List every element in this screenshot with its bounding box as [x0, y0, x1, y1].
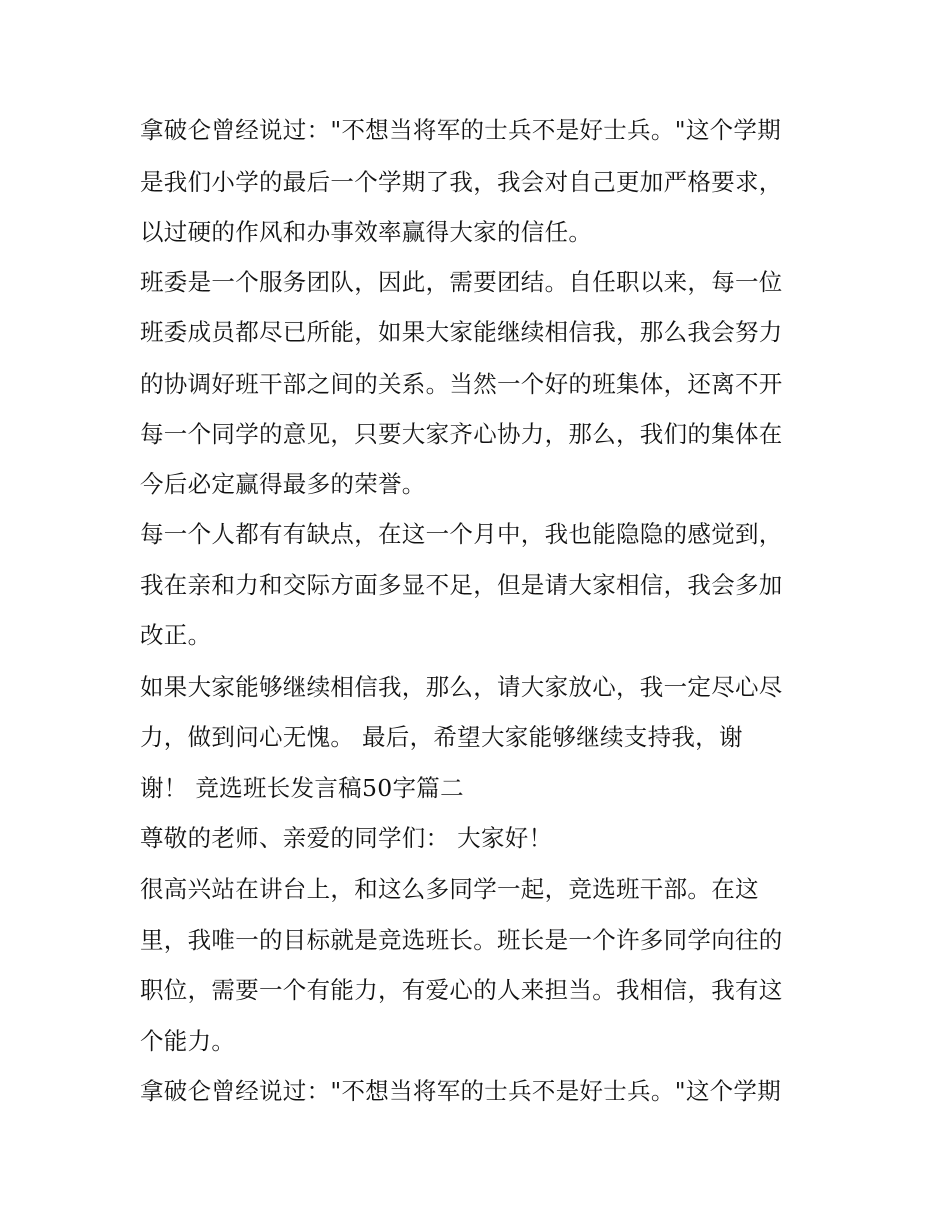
text-line: 如果大家能够继续相信我，那么，请大家放心，我一定尽心尽 — [140, 673, 783, 701]
text-line: 个能力。 — [140, 1027, 236, 1055]
text-line: 里，我唯一的目标就是竞选班长。班长是一个许多同学向往的 — [140, 926, 783, 954]
text-line: 力，做到问心无愧。 最后，希望大家能够继续支持我，谢 — [140, 723, 743, 751]
text-line: 我在亲和力和交际方面多显不足，但是请大家相信，我会多加 — [140, 571, 783, 599]
text-line: 的协调好班干部之间的关系。当然一个好的班集体，还离不开 — [140, 370, 783, 398]
text-line: 拿破仑曾经说过："不想当将军的士兵不是好士兵。"这个学期 — [140, 116, 782, 144]
text-line: 今后必定赢得最多的荣誉。 — [140, 470, 426, 498]
text-line: 谢！ 竞选班长发言稿50字篇二 — [140, 774, 464, 802]
text-line: 每一个人都有有缺点，在这一个月中，我也能隐隐的感觉到， — [140, 520, 783, 548]
text-line: 改正。 — [140, 621, 212, 649]
text-line: 拿破仑曾经说过："不想当将军的士兵不是好士兵。"这个学期 — [140, 1077, 782, 1105]
text-line: 尊敬的老师、亲爱的同学们： 大家好！ — [140, 824, 553, 852]
text-line: 每一个同学的意见，只要大家齐心协力，那么，我们的集体在 — [140, 420, 783, 448]
text-line: 是我们小学的最后一个学期了我，我会对自己更加严格要求， — [140, 168, 783, 196]
text-line: 班委是一个服务团队，因此，需要团结。自任职以来，每一位 — [140, 268, 783, 296]
text-line: 职位，需要一个有能力，有爱心的人来担当。我相信，我有这 — [140, 976, 783, 1004]
text-line: 很高兴站在讲台上，和这么多同学一起，竞选班干部。在这 — [140, 875, 759, 903]
text-line: 班委成员都尽已所能，如果大家能继续相信我，那么我会努力 — [140, 318, 783, 346]
text-line: 以过硬的作风和办事效率赢得大家的信任。 — [140, 218, 593, 246]
